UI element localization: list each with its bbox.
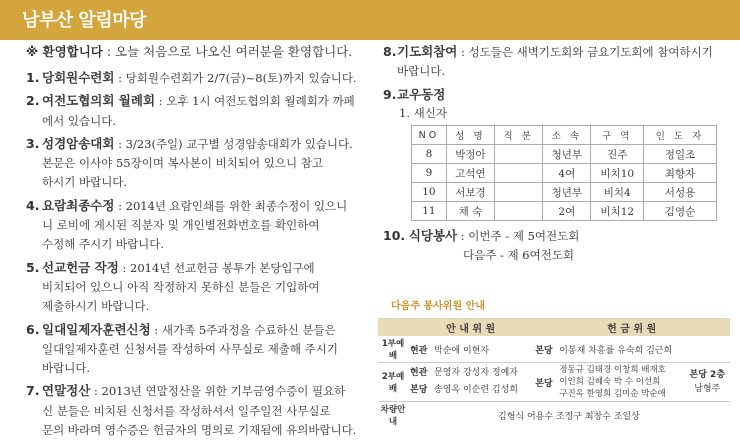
guide-place: 현관 [408, 336, 432, 363]
item-number: 2. [26, 93, 40, 109]
item-line: 본문은 이사야 55장이며 복사본이 비치되어 있으니 참고 [42, 156, 323, 171]
members-col-header: NO [412, 126, 447, 145]
table-row [412, 202, 717, 221]
notice-item-8 [383, 42, 728, 81]
table-cell: 김영순 [644, 202, 717, 221]
table-cell [495, 145, 543, 164]
notice-item-10 [383, 226, 579, 265]
offering-names [557, 363, 684, 402]
guide-names: 박순애 이현자 [432, 336, 533, 363]
notice-list [26, 68, 371, 440]
item-heading: 선교헌금 작정 [42, 259, 119, 275]
item-line: 제출하시기 바랍니다. [42, 299, 150, 314]
table-cell: 최향자 [644, 164, 717, 183]
table-cell [495, 183, 543, 202]
welcome-text: : 오늘 처음으로 나오신 여러분을 환영합니다. [102, 44, 353, 59]
item-line: 바랍니다. [42, 361, 91, 376]
item-line: : 2013년 연말정산을 위한 기부금영수증이 필요하 [90, 384, 346, 399]
item-line: 에서 있습니다. [42, 113, 116, 128]
service-2-label: 2부예배 [378, 363, 408, 402]
table-cell: 진주 [591, 145, 644, 164]
item-line: 하시기 바랍니다. [42, 175, 128, 190]
left-column [26, 42, 371, 443]
item-line: 비치되어 있으니 아직 작정하지 못하신 분들은 기입하여 [42, 279, 320, 294]
offering-names-line: 정동규 김태경 이창희 배재호 [559, 365, 666, 375]
meal-next-week: 다음주 - 제 6여전도회 [463, 248, 575, 262]
new-members-table [411, 125, 717, 221]
notice-item-4 [26, 196, 371, 255]
guide-places [408, 363, 432, 402]
guide-place: 본당 [410, 385, 428, 395]
table-cell: 11 [412, 202, 447, 221]
item-line: : 2014년 선교헌금 봉투가 본당입구에 [118, 260, 315, 275]
item-heading: 교우동정 [397, 87, 446, 102]
balcony-label: 본당 2층 [689, 370, 726, 380]
notice-item-2 [26, 91, 371, 131]
offering-header: 헌 금 위 원 [533, 318, 730, 336]
right-column [383, 42, 728, 262]
welcome-heading: ※ 환영합니다 [26, 44, 103, 59]
item-number: 3. [26, 135, 40, 151]
welcome-notice [26, 42, 371, 62]
header-bar [0, 0, 740, 40]
item-heading: 여전도협의회 월례회 [42, 93, 156, 109]
members-col-header: 직 분 [495, 126, 543, 145]
item-line: : 오후 1시 여전도협의회 월례회가 까페 [155, 94, 355, 109]
vehicle-names: 김형식 어용수 조정구 최창수 조일상 [498, 411, 640, 422]
offering-place: 본당 [533, 336, 557, 363]
table-cell: 박정아 [446, 145, 494, 164]
item-line: : 성도들은 새벽기도회와 금요기도회에 참여하시기 [457, 45, 713, 59]
notice-item-5 [26, 258, 371, 317]
item-line: 수정해 주시기 바랍니다. [42, 237, 165, 252]
notice-item-7 [26, 381, 371, 440]
volunteers-table [378, 318, 730, 428]
table-cell [495, 164, 543, 183]
service-1-label: 1부예배 [378, 336, 408, 363]
table-cell: 고석연 [446, 164, 494, 183]
table-cell: 8 [412, 145, 447, 164]
item-number: 4. [26, 197, 40, 213]
offering-names-line: 구진옥 한영희 김미순 박순애 [559, 389, 666, 399]
notice-item-6 [26, 320, 371, 379]
item-heading: 식당봉사 [408, 228, 458, 243]
members-col-header: 소 속 [543, 126, 591, 145]
item-line: : 당회원수련회가 2/7(금)~8(토)까지 있습니다. [114, 71, 357, 85]
balcony-name: 남형주 [694, 384, 721, 394]
guide-names [432, 363, 533, 402]
table-cell [495, 202, 543, 221]
offering-place: 본당 [533, 363, 557, 402]
item-line: 니 로비에 게시된 직분자 및 개인별전화번호를 확인하여 [42, 218, 320, 233]
table-cell: 서성용 [644, 183, 717, 202]
item-heading: 일대일제자훈련신청 [42, 321, 151, 337]
table-cell: 비치4 [591, 183, 644, 202]
item-line: : 새가족 5주과정을 수료하신 분들은 [150, 322, 336, 337]
item-line: : 3/23(주일) 교구별 성경암송대회가 있습니다. [114, 136, 353, 151]
table-cell: 비치10 [591, 164, 644, 183]
guide-names-line: 송영옥 이순련 김성희 [434, 385, 518, 395]
item-number: 7. [26, 383, 40, 399]
item-heading: 기도회참여 [397, 44, 458, 59]
item-heading: 요람최종수정 [42, 197, 115, 213]
item-heading: 당회원수련회 [42, 70, 115, 85]
item-number: 8. [383, 44, 397, 59]
guide-place: 현관 [410, 368, 428, 378]
notice-item-3 [26, 134, 371, 193]
table-row [412, 145, 717, 164]
table-row [412, 183, 717, 202]
item-number: 9. [383, 87, 397, 102]
offering-names-line: 이인희 김혜숙 박 수 이선희 [559, 377, 661, 387]
meal-this-week: : 이번주 - 제 5여전도회 [457, 229, 580, 243]
offering-names: 이봉재 차흥률 유숙희 김근희 [557, 336, 730, 363]
members-col-header: 성 명 [446, 126, 494, 145]
table-cell: 청년부 [543, 145, 591, 164]
table-cell: 2여 [543, 202, 591, 221]
notice-item-9 [383, 85, 728, 105]
item-line: 바랍니다. [397, 64, 446, 78]
page-title: 남부산 알림마당 [22, 10, 146, 31]
members-col-header: 구 역 [591, 126, 644, 145]
table-row [412, 164, 717, 183]
balcony-cell [685, 363, 730, 402]
guide-names-line: 문영자 강성자 정예자 [434, 368, 518, 378]
table-cell: 4여 [543, 164, 591, 183]
item-number: 6. [26, 321, 40, 337]
members-col-header: 인 도 자 [644, 126, 717, 145]
table-cell: 채 숙 [446, 202, 494, 221]
item-number: 1. [26, 70, 40, 85]
table-cell: 정일조 [644, 145, 717, 164]
item-heading: 연말정산 [42, 383, 91, 399]
table-cell: 10 [412, 183, 447, 202]
item-line: 일대일제자훈련 신청서를 작성하여 사무실로 제출해 주시기 [42, 341, 338, 356]
table-cell: 비치12 [591, 202, 644, 221]
notice-item-1 [26, 68, 371, 88]
table-cell: 9 [412, 164, 447, 183]
item-line: 신 분들은 비치된 신청서를 작성하셔서 일주일전 사무실로 [42, 403, 331, 418]
new-members-label: 1. 새신자 [399, 106, 447, 120]
vehicle-label: 차량안내 [380, 405, 406, 427]
guide-header: 안 내 위 원 [408, 318, 533, 336]
volunteers-title: 다음주 봉사위원 안내 [391, 301, 485, 312]
table-cell: 청년부 [543, 183, 591, 202]
item-line: : 2014년 요람인쇄를 위한 최종수정이 있으니 [114, 198, 348, 213]
item-number: 10. [383, 228, 406, 243]
item-heading: 성경암송대회 [42, 135, 115, 151]
table-cell: 서보경 [446, 183, 494, 202]
item-line: 문의 바라며 영수증은 헌금자의 명의로 기재됨에 유의바랍니다. [42, 423, 357, 438]
item-number: 5. [26, 259, 40, 275]
header-blank [378, 318, 408, 336]
